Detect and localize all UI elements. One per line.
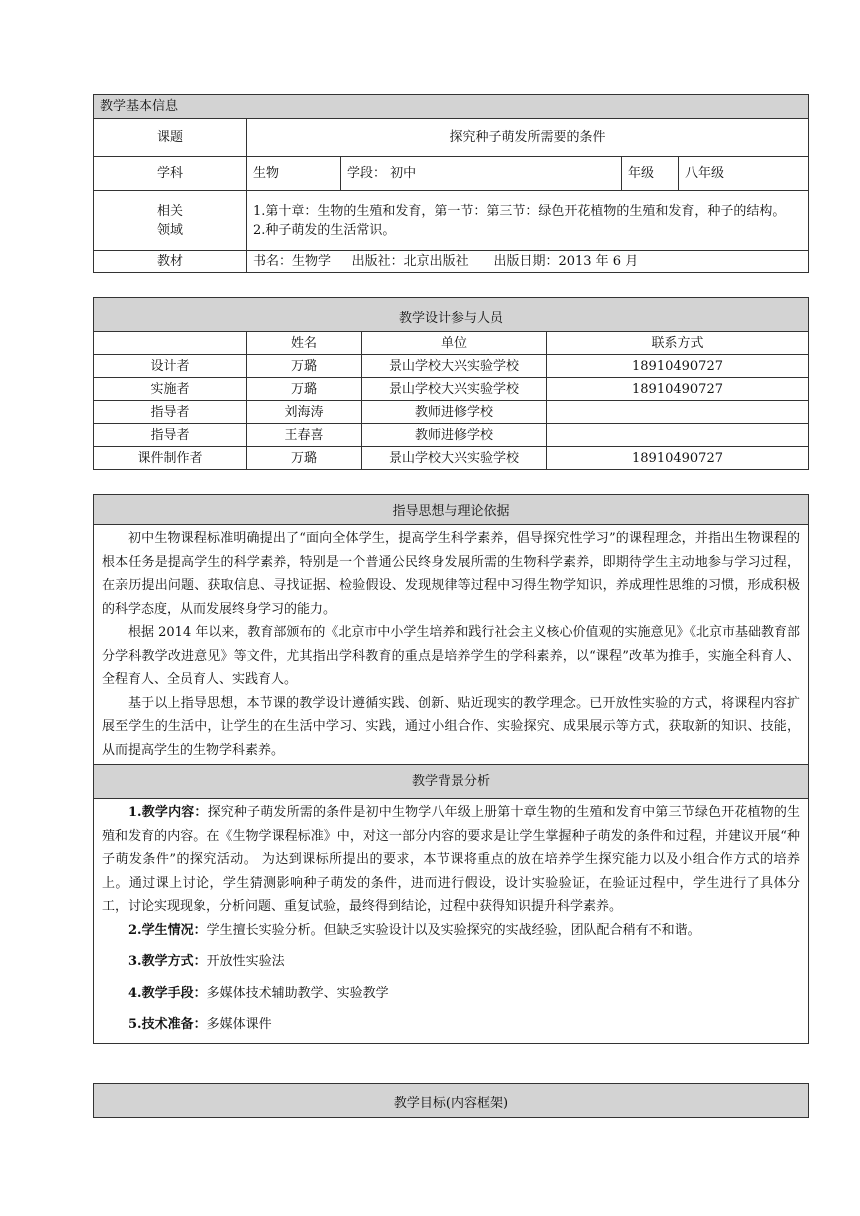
participant-name: 万璐 [247,447,362,470]
table-row [94,424,809,447]
background-item-label: 2.学生情况： [128,922,207,938]
grade-label: 年级 [622,157,679,191]
background-item-label: 1.教学内容： [128,805,208,820]
participants-table [93,297,809,470]
objectives-header: 教学目标(内容框架) [94,1084,809,1118]
field-label-line-1: 相关 [156,203,183,219]
participants-header: 教学设计参与人员 [94,298,809,332]
participant-unit: 景山学校大兴实验学校 [362,447,547,470]
background-item-text: 探究种子萌发所需的条件是初中生物学八年级上册第十章生物的生殖和发育中第三节绿色开花植物的生殖和发育的内容。在《生物学课程标准》中，对这一部分内容的要求是让学生掌握种子萌发的条件和过程，并建议开展“种子萌发条件”的探究活动。 为达到课标所提出的要求，本节课将重点的放在培养学生探究能力以及小组合作方式的培养上。通过课上讨论，学生猜测影响种子萌发的条件，进而进行假设，设计实验验证，在验证过程中，学生进行了具体分工，讨论实现现象，分析问题、重复试验，最终得到结论，过程中获得知识提升科学素养。 [102,805,800,914]
objectives-table [93,1083,809,1118]
participant-name: 刘海涛 [247,401,362,424]
background-item-2 [102,919,800,943]
stage-text: 学段： 初中 [341,157,622,191]
table-row [94,401,809,424]
participant-name: 王春喜 [247,424,362,447]
participant-role: 设计者 [94,355,247,378]
participant-unit: 教师进修学校 [362,424,547,447]
background-item-4 [102,982,800,1006]
table-row [94,447,809,470]
subject-label: 学科 [94,157,247,191]
table-row [94,378,809,401]
guidance-paragraph-3: 基于以上指导思想，本节课的教学设计遵循实践、创新、贴近现实的教学理念。已开放性实验的方式，将课程内容扩展至学生的生活中，让学生的在生活中学习、实践，通过小组合作、实验探究、成果展示等方式，获取新的知识、技能，从而提高学生的生物学科素养。 [102,695,800,758]
participant-name: 万璐 [247,355,362,378]
topic-value: 探究种子萌发所需要的条件 [247,119,809,157]
background-item-label: 5.技术准备： [128,1017,207,1032]
textbook-label: 教材 [94,251,247,273]
participant-role: 指导者 [94,424,247,447]
participant-contact: 18910490727 [547,378,809,401]
participant-unit: 景山学校大兴实验学校 [362,355,547,378]
field-line-2: 2.种子萌发的生活常识。 [253,222,396,238]
col-role [94,332,247,355]
textbook-value: 书名：生物学 出版社：北京出版社 出版日期：2013 年 6 月 [247,251,809,273]
participant-name: 万璐 [247,378,362,401]
background-item-label: 3.教学方式： [128,954,207,969]
background-item-5 [102,1013,800,1037]
col-contact: 联系方式 [547,332,809,355]
guidance-table [93,494,809,1044]
background-item-3 [102,950,800,974]
participant-role: 指导者 [94,401,247,424]
participant-unit: 教师进修学校 [362,401,547,424]
background-item-text: 开放性实验法 [206,954,285,969]
subject-value: 生物 [247,157,341,191]
basic-info-table [93,94,809,273]
col-name: 姓名 [247,332,362,355]
background-item-text: 多媒体课件 [206,1017,272,1032]
col-unit: 单位 [362,332,547,355]
background-body [94,799,809,1044]
field-label [94,191,247,251]
topic-label: 课题 [94,119,247,157]
guidance-paragraph-1: 初中生物课程标准明确提出了“面向全体学生，提高学生科学素养，倡导探究性学习”的课程理念，并指出生物课程的根本任务是提高学生的科学素养，特别是一个普通公民终身发展所需的生物科学素养，即期待学生主动地参与学习过程，在亲历提出问题、获取信息、寻找证据、检验假设、发现规律等过程中习得生物学知识，养成理性思维的习惯，形成积极的科学态度，从而发展终身学习的能力。 [102,531,800,617]
field-value [247,191,809,251]
guidance-body [94,525,809,765]
participant-contact [547,424,809,447]
participant-unit: 景山学校大兴实验学校 [362,378,547,401]
background-item-text: 学生擅长实验分析。但缺乏实验设计以及实验探究的实战经验，团队配合稍有不和谐。 [206,922,701,938]
participant-contact [547,401,809,424]
background-item-label: 4.教学手段： [128,985,207,1001]
guidance-header: 指导思想与理论依据 [94,495,809,525]
background-item-1 [102,801,800,919]
basic-info-header: 教学基本信息 [94,95,809,119]
grade-value: 八年级 [679,157,809,191]
participant-role: 课件制作者 [94,447,247,470]
guidance-paragraph-2: 根据 2014 年以来，教育部颁布的《北京市中小学生培养和践行社会主义核心价值观的实施意见》《北京市基础教育部分学科教学改进意见》等文件，尤其指出学科教育的重点是培养学生的学科素养，以“课程”改革为推手，实施全科育人、全程育人、全员育人、实践育人。 [102,625,800,687]
participant-contact: 18910490727 [547,447,809,470]
participant-role: 实施者 [94,378,247,401]
field-label-line-2: 领域 [156,222,183,238]
participant-contact: 18910490727 [547,355,809,378]
field-line-1: 1.第十章：生物的生殖和发育，第一节：第三节：绿色开花植物的生殖和发育，种子的结构。 [253,203,786,219]
background-header: 教学背景分析 [94,765,809,799]
background-item-text: 多媒体技术辅助教学、实验教学 [206,985,389,1001]
table-row [94,355,809,378]
